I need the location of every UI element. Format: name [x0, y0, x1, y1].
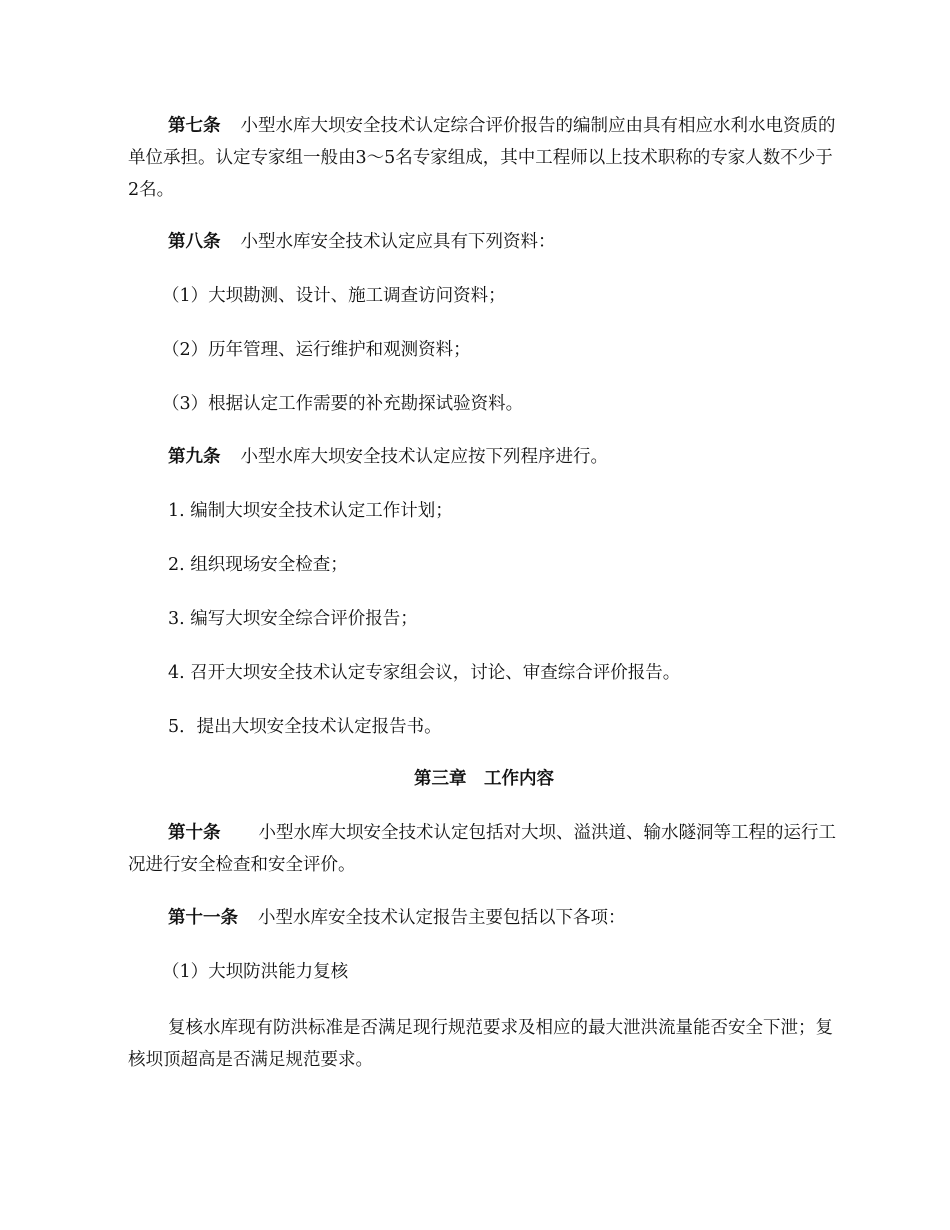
article-11-item-1-heading: （1）大坝防洪能力复核 — [162, 962, 349, 982]
article-11-label: 第十一条 — [168, 908, 238, 928]
article-7-text: 小型水库大坝安全技术认定综合评价报告的编制应由具有相应水利水电资质的单位承担。认定专家组一般由3～5名专家组成，其中工程师以上技术职称的专家人数不少于2名。 — [128, 116, 836, 200]
article-9-paragraph — [128, 441, 840, 473]
article-9-step-3: 3. 编写大坝安全综合评价报告； — [168, 609, 418, 629]
article-8-text: 小型水库安全技术认定应具有下列资料： — [240, 232, 556, 252]
article-11-item-1-text: 复核水库现有防洪标准是否满足现行规范要求及相应的最大泄洪流量能否安全下泄；复核坝顶超高是否满足规范要求。 — [128, 1018, 833, 1070]
article-9-step-5: 5．提出大坝安全技术认定报告书。 — [168, 717, 442, 737]
article-8-item-1: （1）大坝勘测、设计、施工调查访问资料； — [162, 286, 506, 306]
article-8-label: 第八条 — [168, 232, 221, 252]
article-7-label: 第七条 — [168, 116, 221, 136]
article-9-step-1: 1. 编制大坝安全技术认定工作计划； — [168, 501, 453, 521]
article-9-step-2: 2. 组织现场安全检查； — [168, 555, 348, 575]
article-8-item-2: （2）历年管理、运行维护和观测资料； — [162, 340, 471, 360]
article-8-item-3: （3）根据认定工作需要的补充勘探试验资料。 — [162, 394, 524, 414]
article-10-text: 小型水库大坝安全技术认定包括对大坝、溢洪道、输水隧洞等工程的运行工况进行安全检查和安全评价。 — [128, 823, 836, 875]
article-9-label: 第九条 — [168, 447, 221, 467]
article-8-paragraph — [128, 226, 840, 258]
article-10-paragraph — [128, 817, 840, 881]
article-9-text: 小型水库大坝安全技术认定应按下列程序进行。 — [240, 447, 608, 467]
article-10-label: 第十条 — [168, 823, 221, 843]
article-11-paragraph — [128, 902, 840, 934]
article-9-step-4: 4. 召开大坝安全技术认定专家组会议，讨论、审查综合评价报告。 — [168, 663, 681, 683]
chapter-3-heading: 第三章 工作内容 — [414, 769, 554, 789]
article-7-paragraph — [128, 110, 840, 206]
article-11-text: 小型水库安全技术认定报告主要包括以下各项： — [258, 908, 626, 928]
